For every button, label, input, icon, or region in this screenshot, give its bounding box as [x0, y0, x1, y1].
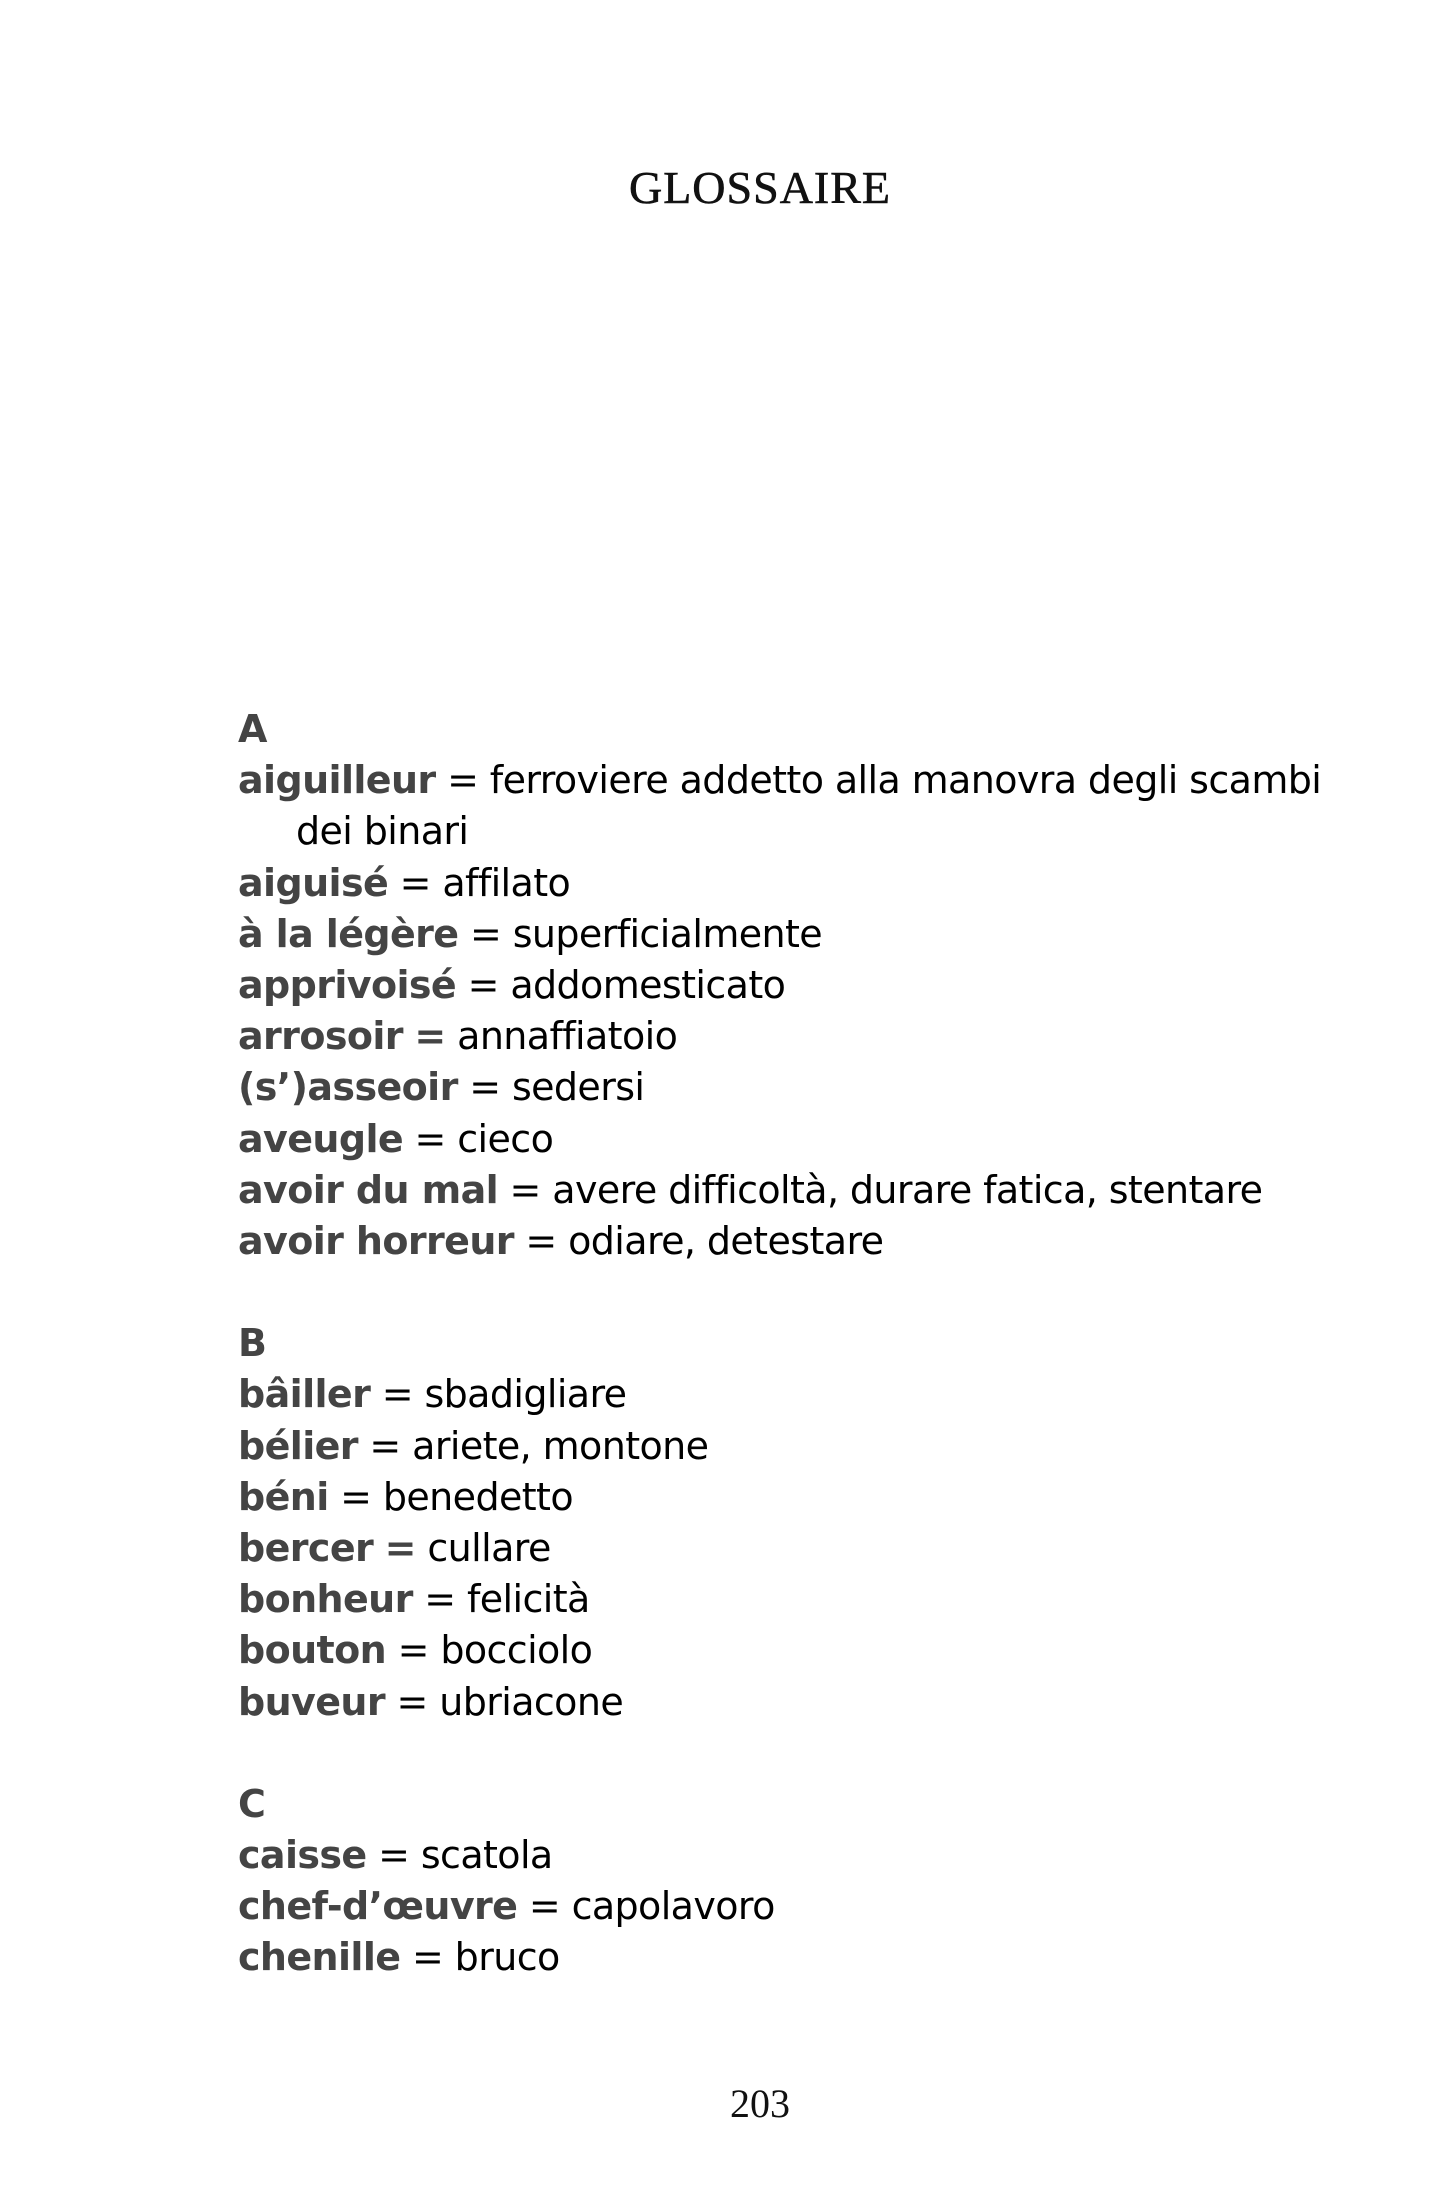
entry-term: bélier [238, 1423, 358, 1468]
entry-definition: sedersi [511, 1065, 645, 1110]
entry-equals: = [411, 1935, 444, 1980]
glossary-entry [238, 1216, 1338, 1267]
section-a [238, 704, 1338, 1267]
entry-equals: = [414, 1116, 446, 1161]
entry-term: aiguisé [238, 860, 389, 905]
entry-equals: = [469, 1065, 501, 1110]
glossary-entry [238, 1369, 1338, 1420]
entry-term: caisse [238, 1833, 367, 1878]
entry-equals: = [414, 1014, 446, 1059]
entry-definition: sbadigliare [424, 1372, 627, 1417]
entry-definition: affilato [442, 860, 571, 905]
entry-term: aiguilleur [238, 758, 436, 803]
glossary-entry [238, 1625, 1338, 1676]
entry-term: chenille [238, 1935, 401, 1980]
entry-equals: = [399, 860, 431, 905]
section-b [238, 1318, 1338, 1728]
glossary-entry [238, 960, 1338, 1011]
entry-term: chef-d’œuvre [238, 1884, 518, 1929]
entry-term: buveur [238, 1679, 385, 1724]
entry-term: apprivoisé [238, 963, 457, 1008]
glossary-entry [238, 1011, 1338, 1062]
entry-definition: ubriacone [439, 1679, 624, 1724]
entry-term: bercer [238, 1526, 374, 1571]
entry-term: aveugle [238, 1116, 404, 1161]
entry-equals: = [509, 1167, 541, 1212]
glossary-entry [238, 1421, 1338, 1472]
section-c [238, 1779, 1338, 1984]
section-letter: B [238, 1321, 267, 1366]
entry-equals: = [424, 1577, 456, 1622]
entry-definition: scatola [420, 1833, 553, 1878]
entry-term: bâiller [238, 1372, 371, 1417]
entry-equals: = [467, 963, 499, 1008]
glossary-list [238, 704, 1338, 1984]
glossary-entry [238, 1574, 1338, 1625]
entry-definition: odiare, detestare [568, 1219, 884, 1264]
entry-definition: avere difficoltà, durare fatica, stentare [552, 1167, 1263, 1212]
glossary-entry [238, 1472, 1338, 1523]
glossary-entry [238, 909, 1338, 960]
entry-term: (s’)asseoir [238, 1065, 458, 1110]
glossary-entry [238, 1830, 1338, 1881]
entry-term: avoir horreur [238, 1219, 514, 1264]
glossary-entry [238, 755, 1338, 857]
entry-equals: = [396, 1679, 428, 1724]
entry-term: avoir du mal [238, 1167, 499, 1212]
glossary-entry [238, 1165, 1338, 1216]
entry-term: bouton [238, 1628, 387, 1673]
glossary-entry [238, 1062, 1338, 1113]
entry-definition: ariete, montone [412, 1423, 709, 1468]
entry-definition: capolavoro [571, 1884, 775, 1929]
entry-equals: = [378, 1833, 410, 1878]
entry-equals: = [381, 1372, 413, 1417]
entry-equals: = [528, 1884, 561, 1929]
entry-definition: superficialmente [512, 911, 823, 956]
entry-definition: cullare [427, 1526, 551, 1571]
glossary-entry [238, 1932, 1338, 1983]
entry-equals: = [384, 1526, 416, 1571]
entry-term: béni [238, 1474, 329, 1519]
entry-definition: felicità [467, 1577, 590, 1622]
entry-definition: bruco [454, 1935, 560, 1980]
entry-equals: = [469, 911, 502, 956]
entry-equals: = [397, 1628, 429, 1673]
glossary-entry [238, 1523, 1338, 1574]
glossary-entry [238, 1114, 1338, 1165]
entry-definition: addomesticato [510, 963, 786, 1008]
entry-equals: = [369, 1423, 401, 1468]
entry-definition: ferroviere addetto alla manovra degli scambi dei binari [296, 758, 1322, 854]
entry-definition: annaffiatoio [457, 1014, 678, 1059]
entry-equals: = [340, 1474, 372, 1519]
page-number: 203 [730, 2081, 790, 2126]
section-letter: C [238, 1781, 266, 1826]
entry-definition: benedetto [382, 1474, 573, 1519]
entry-definition: bocciolo [440, 1628, 593, 1673]
entry-definition: cieco [457, 1116, 554, 1161]
section-letter: A [238, 707, 267, 751]
entry-term: à la légère [238, 911, 459, 956]
entry-equals: = [447, 758, 479, 803]
glossary-entry [238, 1677, 1338, 1728]
glossary-entry [238, 858, 1338, 909]
page-title: GLOSSAIRE [628, 161, 892, 213]
glossary-entry [238, 1881, 1338, 1932]
entry-equals: = [525, 1219, 557, 1264]
entry-term: arrosoir [238, 1014, 403, 1059]
entry-term: bonheur [238, 1577, 413, 1622]
